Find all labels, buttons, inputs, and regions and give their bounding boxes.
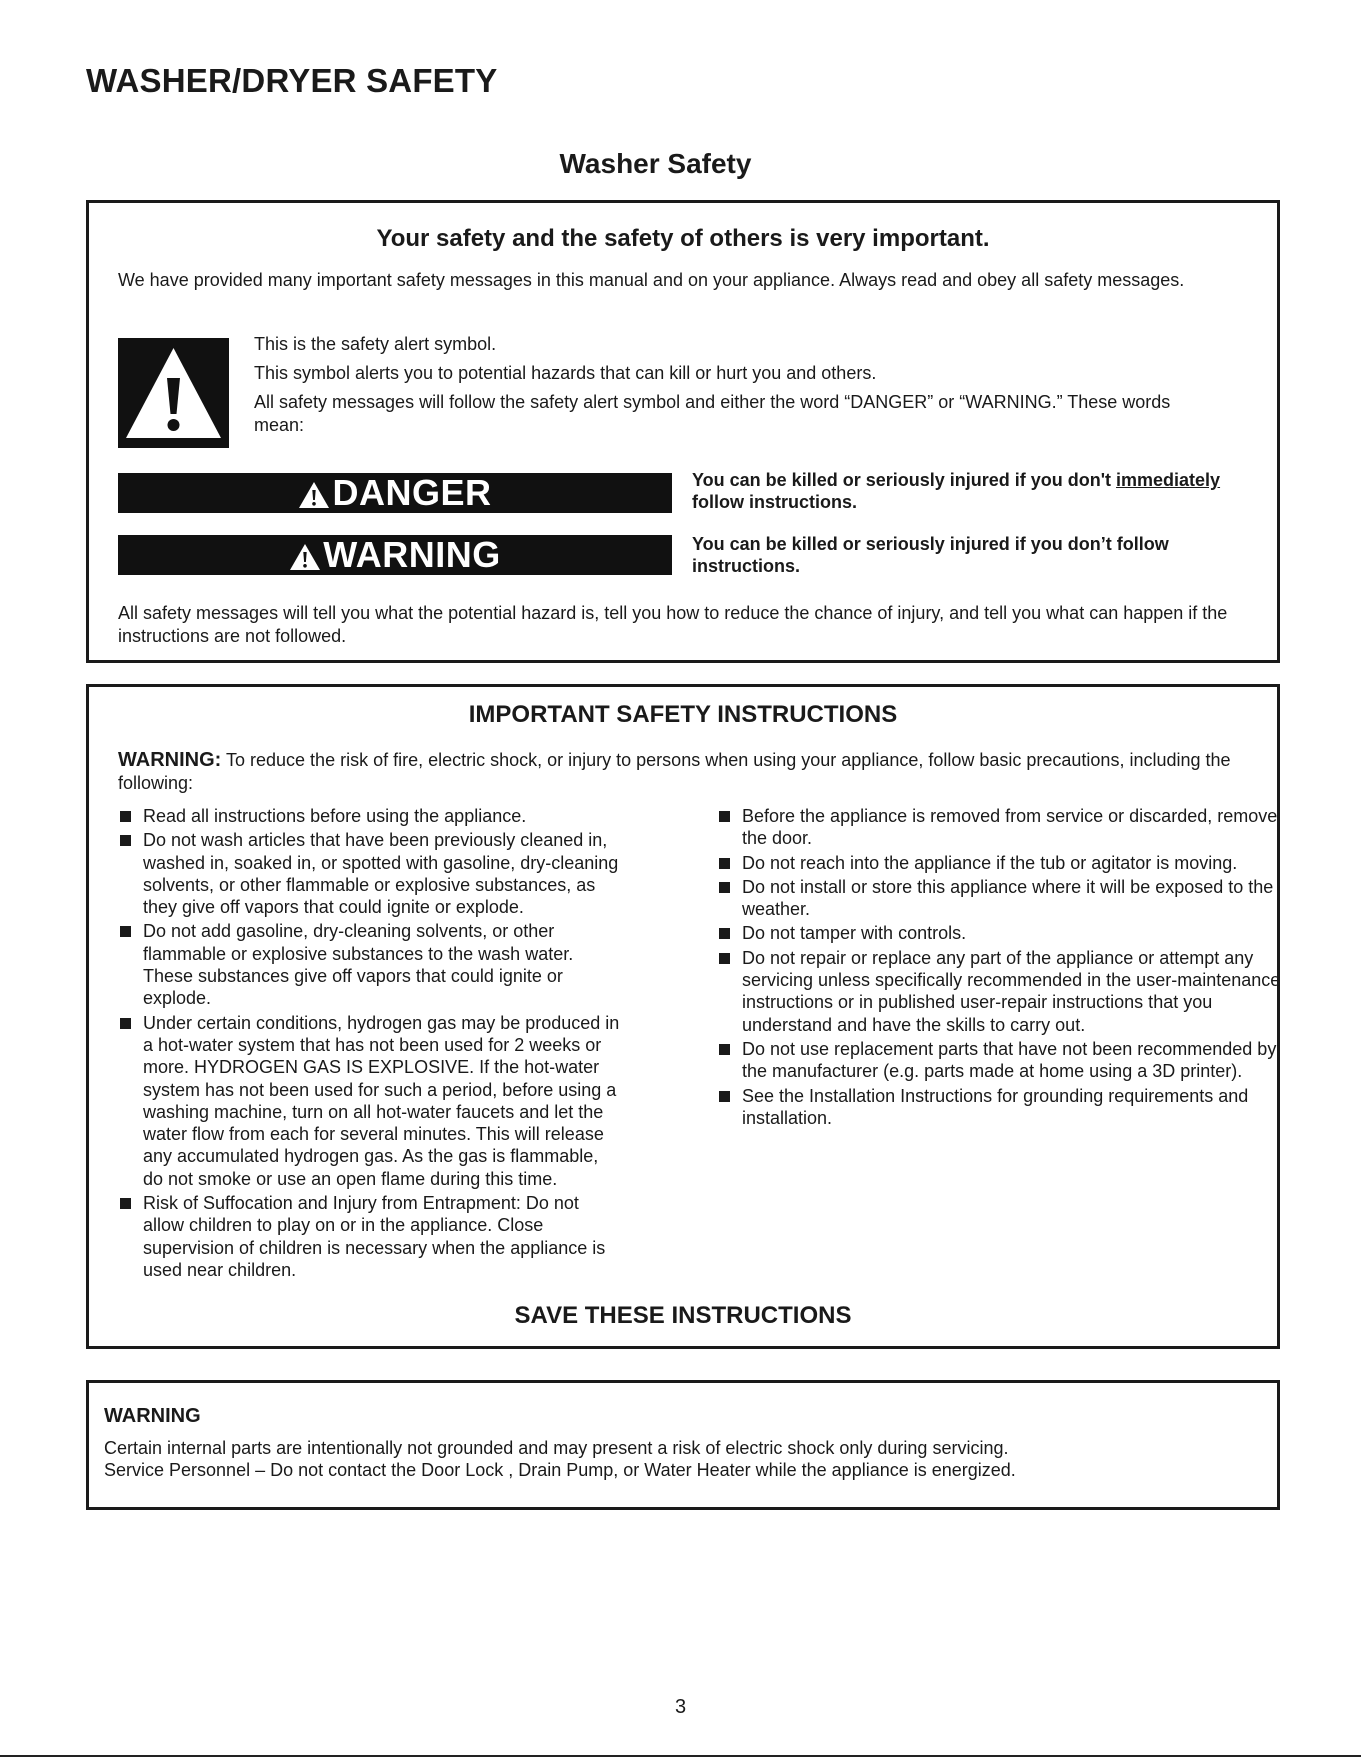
danger-definition <box>692 469 1252 513</box>
instructions-list-right <box>717 805 1282 1131</box>
list-item-text: Do not reach into the appliance if the tub or agitator is moving. <box>742 852 1238 873</box>
warning-label: WARNING <box>323 534 501 575</box>
list-item-text: Under certain conditions, hydrogen gas may be produced in a hot-water system that has not been used for 2 weeks or more. HYDROGEN GAS IS EXPLOSIVE. If the hot-water system has not been used for such a period, before using a washing machine, turn on all hot-water faucets and let the water flow from each for several minutes. This will release any accumulated hydrogen gas. As the gas is flammable, do not smoke or use an open flame during this time. <box>143 1012 620 1189</box>
intro-heading: Your safety and the safety of others is very important. <box>376 225 990 252</box>
page-number: 3 <box>674 1696 687 1718</box>
page-title: WASHER/DRYER SAFETY <box>86 62 498 99</box>
list-item <box>118 829 623 918</box>
warning-triangle-icon <box>298 481 330 509</box>
service-warning-heading: WARNING <box>104 1405 201 1427</box>
list-item-text: See the Installation Instructions for grounding requirements and installation. <box>742 1085 1249 1128</box>
alert-line: This symbol alerts you to potential hazards that can kill or hurt you and others. <box>254 363 877 383</box>
list-item <box>118 1192 623 1281</box>
square-bullet-icon <box>719 882 730 893</box>
list-item <box>717 922 1282 944</box>
service-warning-box <box>86 1380 1280 1510</box>
section-title: Washer Safety <box>559 148 752 179</box>
list-item-text: Before the appliance is removed from service or discarded, remove the door. <box>742 806 1278 849</box>
danger-definition-text: You can be killed or seriously injured if you don't <box>692 470 1117 490</box>
list-item <box>118 920 623 1009</box>
list-item-text: Do not add gasoline, dry-cleaning solvents, or other flammable or explosive substances to the wash water. These substances give off vapors that could ignite or explode. <box>143 921 574 1009</box>
list-item-text: Read all instructions before using the appliance. <box>143 806 527 826</box>
danger-signal-bar <box>118 473 672 513</box>
square-bullet-icon <box>719 1044 730 1055</box>
square-bullet-icon <box>120 926 131 937</box>
warning-triangle-icon <box>289 543 321 571</box>
list-item-text: Do not tamper with controls. <box>742 923 967 944</box>
service-warning-line: Service Personnel – Do not contact the Door Lock , Drain Pump, or Water Heater while the appliance is energized. <box>104 1460 1016 1480</box>
list-item <box>717 947 1282 1036</box>
danger-label: DANGER <box>332 472 492 513</box>
square-bullet-icon <box>120 1198 131 1209</box>
danger-definition-text: follow instructions. <box>692 492 857 512</box>
list-item <box>717 805 1282 850</box>
list-item-text: Do not install or store this appliance where it will be exposed to the weather. <box>742 876 1274 920</box>
square-bullet-icon <box>719 928 730 939</box>
list-item-text: Do not use replacement parts that have not been recommended by the manufacturer (e.g. parts made at home using a 3D printer). <box>742 1038 1277 1082</box>
bottom-rule <box>0 1755 1361 1757</box>
square-bullet-icon <box>719 858 730 869</box>
warning-signal-bar <box>118 535 672 575</box>
list-item-text: Risk of Suffocation and Injury from Entrapment: Do not allow children to play on or in the appliance. Close supervision of children is necessary when the appliance is used near children. <box>143 1193 606 1280</box>
alert-line: This is the safety alert symbol. <box>254 334 497 354</box>
intro-text: We have provided many important safety messages in this manual and on your appliance. Always read and obey all safety messages. <box>118 270 1185 290</box>
square-bullet-icon <box>719 953 730 964</box>
instructions-warning-label: WARNING: <box>118 749 222 771</box>
instructions-warning-text: To reduce the risk of fire, electric shock, or injury to persons when using your appliance, follow basic precautions, including the following: <box>118 750 1231 793</box>
list-item <box>118 1012 623 1190</box>
instructions-heading: IMPORTANT SAFETY INSTRUCTIONS <box>468 701 898 728</box>
list-item <box>717 1038 1282 1083</box>
square-bullet-icon <box>719 811 730 822</box>
warning-definition: You can be killed or seriously injured if you don’t follow instructions. <box>692 534 1169 576</box>
list-item <box>717 876 1282 921</box>
danger-definition-emphasis: immediately <box>1116 470 1221 490</box>
instructions-warning <box>118 749 1248 795</box>
important-safety-instructions-box <box>86 684 1280 1349</box>
list-item-text: Do not wash articles that have been previously cleaned in, washed in, soaked in, or spotted with gasoline, dry-cleaning solvents, or other flammable or explosive substances, as they give off vapors that could ignite or explode. <box>143 830 619 918</box>
alert-line: All safety messages will follow the safety alert symbol and either the word “DANGER” or “WARNING.” These words mean: <box>254 392 1171 435</box>
square-bullet-icon <box>120 835 131 846</box>
safety-alert-triangle-icon <box>118 338 229 448</box>
instructions-list-left <box>118 805 623 1283</box>
safety-intro-box <box>86 200 1280 663</box>
square-bullet-icon <box>120 811 131 822</box>
alert-symbol-description <box>254 333 1214 437</box>
save-instructions-heading: SAVE THESE INSTRUCTIONS <box>514 1302 852 1329</box>
square-bullet-icon <box>120 1018 131 1029</box>
intro-footer-text: All safety messages will tell you what the potential hazard is, tell you how to reduce the chance of injury, and tell you what can happen if the instructions are not followed. <box>118 603 1228 646</box>
list-item <box>717 852 1282 874</box>
list-item-text: Do not repair or replace any part of the appliance or attempt any servicing unless specifically recommended in the user-maintenance instructions or in published user-repair instructions that you understand and have the skills to carry out. <box>742 947 1281 1035</box>
list-item <box>717 1085 1282 1130</box>
service-warning-line: Certain internal parts are intentionally not grounded and may present a risk of electric shock only during servicing. <box>104 1438 1009 1458</box>
square-bullet-icon <box>719 1091 730 1102</box>
service-warning-text <box>104 1437 1254 1481</box>
list-item <box>118 805 623 827</box>
